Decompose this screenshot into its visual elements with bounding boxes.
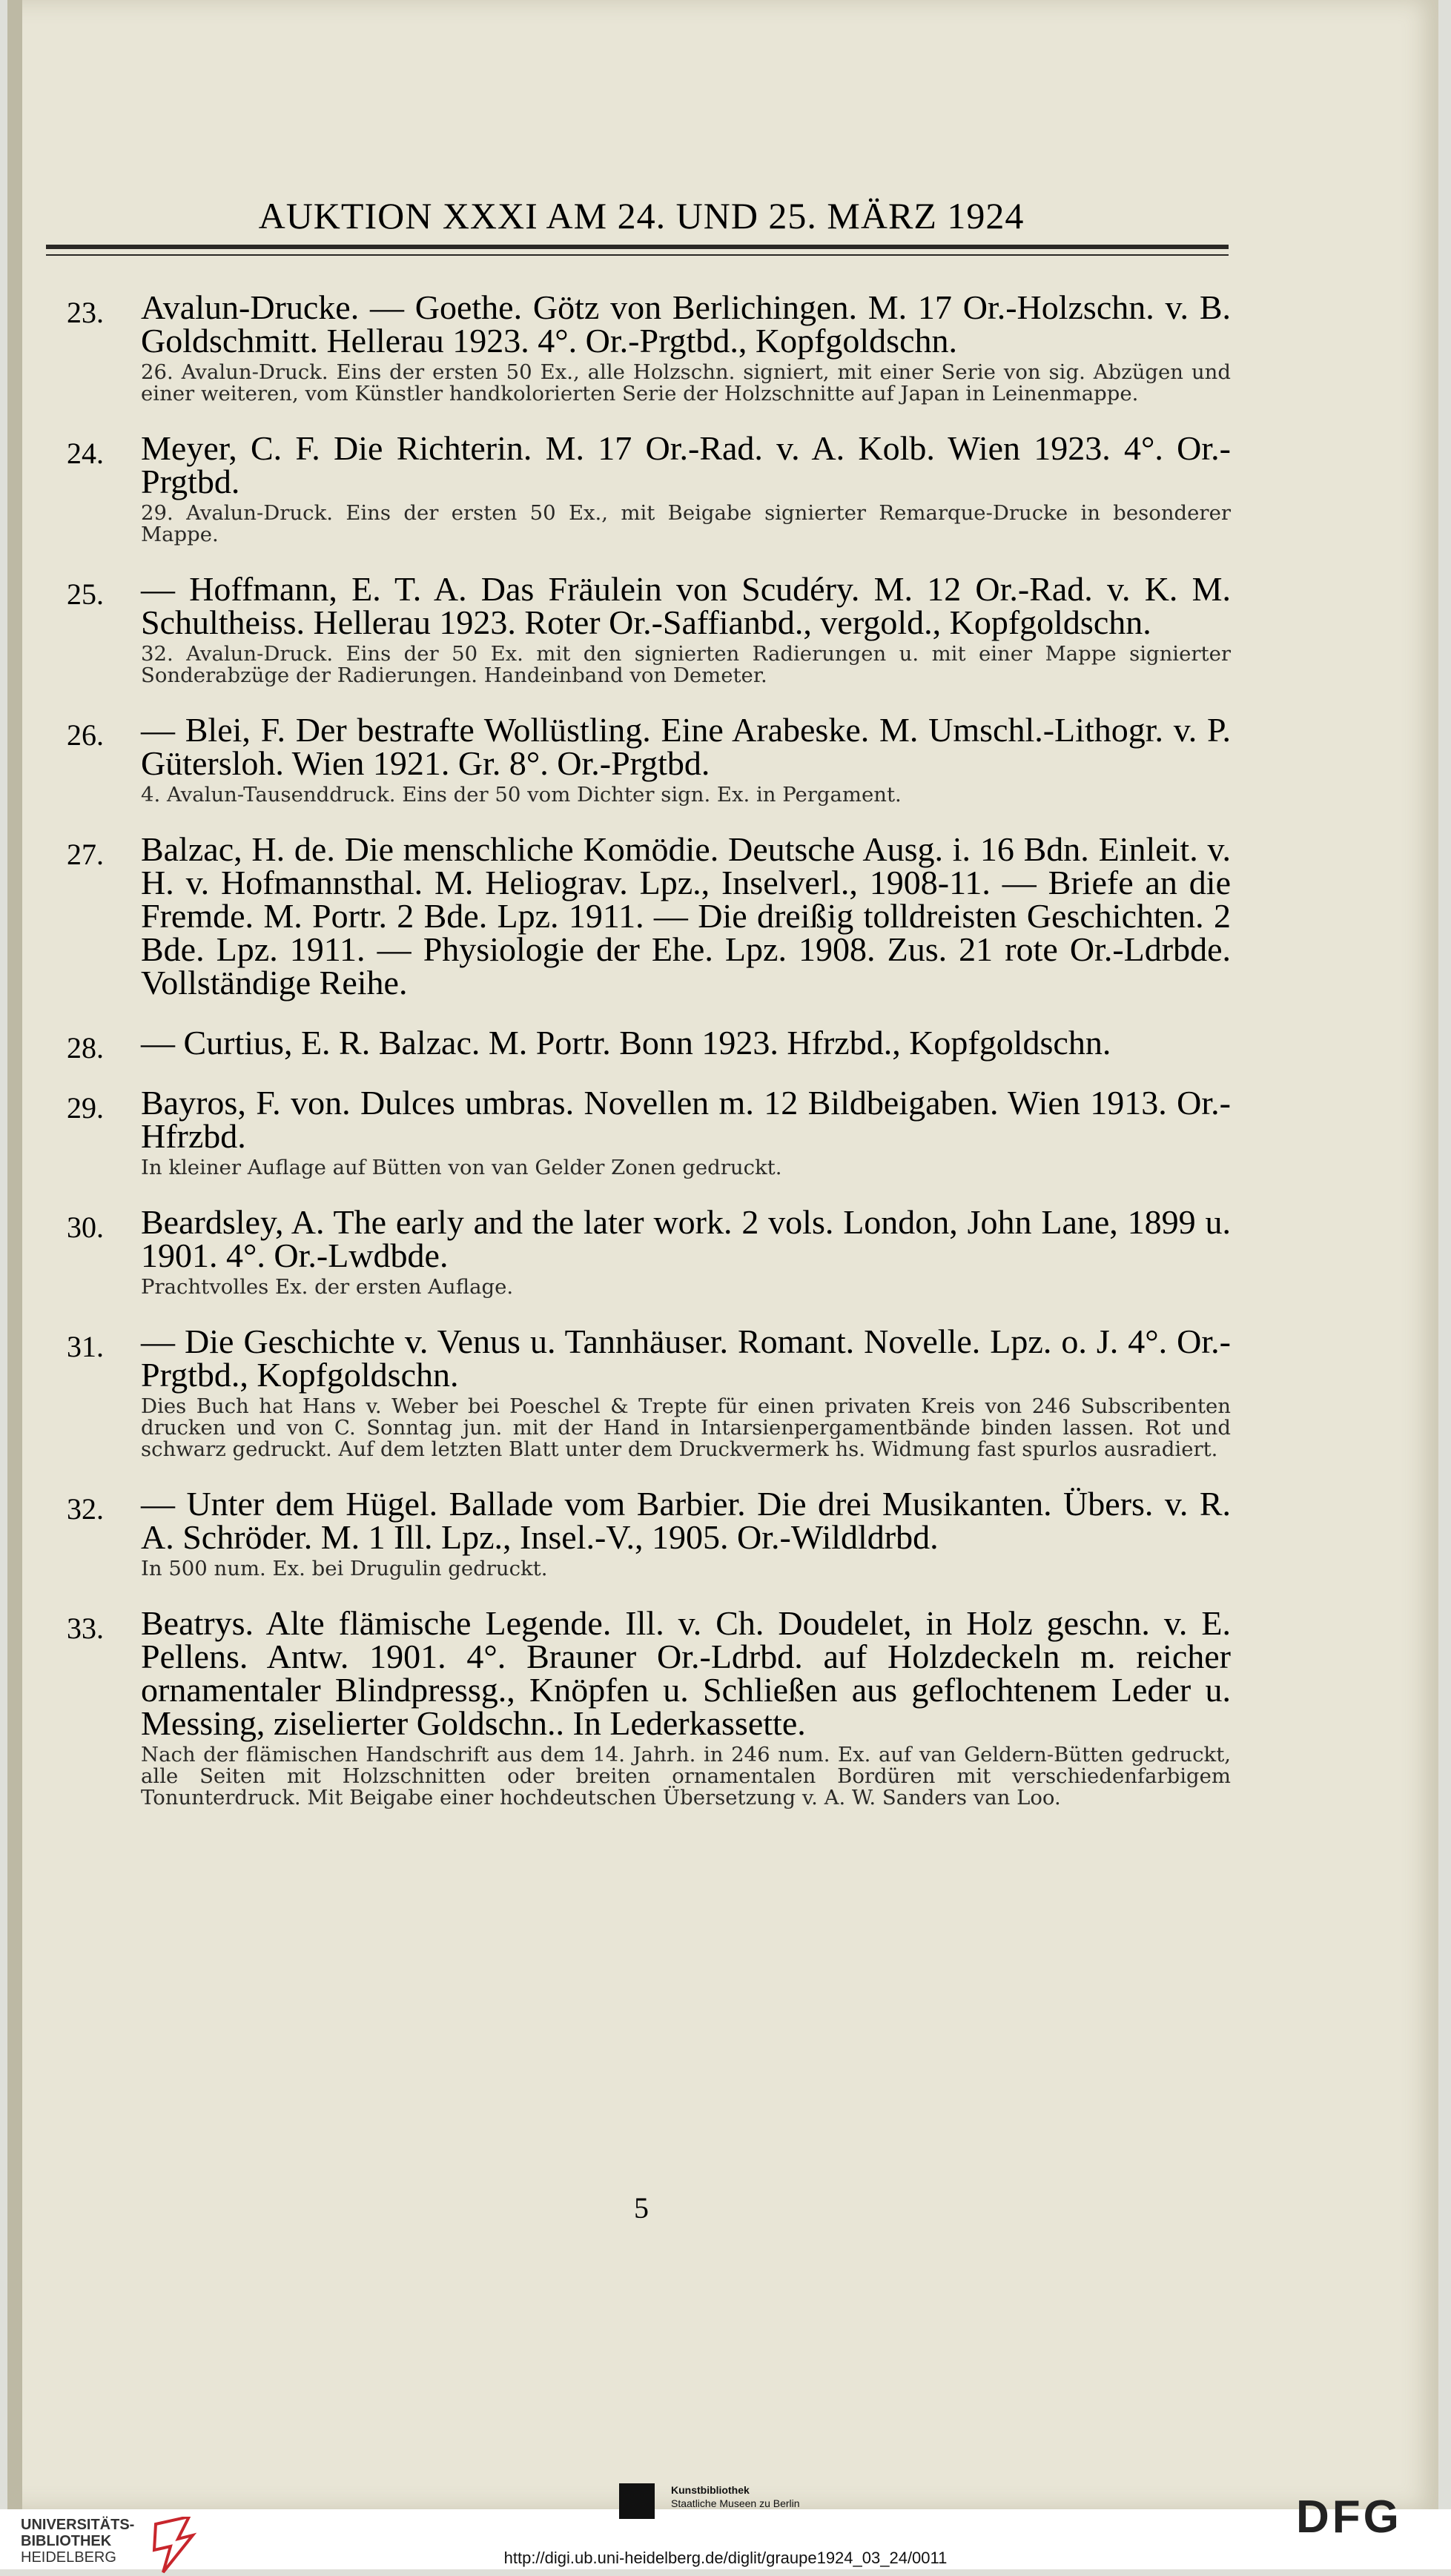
catalog-entry: [44, 1606, 1231, 1809]
entry-note: 32. Avalun-Druck. Eins der 50 Ex. mit den signierten Radierungen u. mit einer Mappe signierter Sonderabzüge der Radierungen. Handeinband von Demeter.: [141, 642, 1231, 687]
entry-number: 28.: [67, 1031, 104, 1064]
page-number: 5: [634, 2191, 649, 2225]
entry-text: Meyer, C. F. Die Richterin. M. 17 Or.-Rad. v. A. Kolb. Wien 1923. 4°. Or.-Prgtbd.: [141, 429, 1231, 500]
entry-number: 25.: [67, 577, 104, 611]
dfg-logo[interactable]: DFG: [1296, 2491, 1402, 2543]
kb-name: Kunstbibliothek: [671, 2484, 750, 2496]
entry-number: 32.: [67, 1492, 104, 1526]
entry-text: — Hoffmann, E. T. A. Das Fräulein von Scudéry. M. 12 Or.-Rad. v. K. M. Schultheiss. Hellerau 1923. Roter Or.-Saffianbd., vergold., Kopfgoldschn.: [141, 570, 1231, 641]
catalog-entries: [44, 288, 1231, 1835]
ub-logo-line: BIBLIOTHEK: [21, 2533, 112, 2549]
entry-text: Balzac, H. de. Die menschliche Komödie. Deutsche Ausg. i. 16 Bdn. Einleit. v. H. v. Hofmannsthal. M. Heliograv. Lpz., Inselverl., 1908-11. — Briefe an die Fremde. M. Portr. 2 Bde. Lpz. 1911. — Die dreißig tolldreisten Geschichten. 2 Bde. Lpz. 1911. — Physiologie der Ehe. Lpz. 1908. Zus. 21 rote Or.-Ldrbde. Vollständige Reihe.: [141, 830, 1231, 1001]
entry-note: Prachtvolles Ex. der ersten Auflage.: [141, 1275, 514, 1299]
entry-number: 33.: [67, 1612, 104, 1645]
entry-text: — Unter dem Hügel. Ballade vom Barbier. Die drei Musikanten. Übers. v. R. A. Schröder. M. 1 Ill. Lpz., Insel.-V., 1905. Or.-Wildldrbd.: [141, 1485, 1231, 1556]
running-head: AUKTION XXXI AM 24. UND 25. MÄRZ 1924: [258, 195, 1025, 236]
entry-number: 30.: [67, 1211, 104, 1244]
catalog-entry: [44, 288, 1231, 405]
ub-logo-line: HEIDELBERG: [21, 2549, 116, 2566]
kunstbibliothek-logo-icon: [619, 2483, 655, 2519]
catalog-entry: [44, 1322, 1231, 1461]
entry-text: Avalun-Drucke. — Goethe. Götz von Berlichingen. M. 17 Or.-Holzschn. v. B. Goldschmitt. Hellerau 1923. 4°. Or.-Prgtbd., Kopfgoldschn.: [141, 288, 1231, 360]
catalog-entry: [44, 572, 1231, 686]
entry-number: 29.: [67, 1091, 104, 1125]
entry-note: 4. Avalun-Tausenddruck. Eins der 50 vom Dichter sign. Ex. in Pergament.: [141, 783, 902, 807]
entry-number: 24.: [67, 437, 104, 470]
entry-number: 26.: [67, 718, 104, 752]
catalog-entry: [44, 832, 1231, 999]
page-spine-shadow: [7, 0, 22, 2509]
catalog-entry: [44, 1205, 1231, 1298]
entry-number: 27.: [67, 838, 104, 871]
entry-text: — Curtius, E. R. Balzac. M. Portr. Bonn 1923. Hfrzbd., Kopfgoldschn.: [141, 1024, 1111, 1062]
ub-logo-line: UNIVERSITÄTS-: [21, 2517, 135, 2533]
entry-note: 26. Avalun-Druck. Eins der ersten 50 Ex., alle Holzschn. signiert, mit einer Serie von sig. Abzügen und einer weiteren, vom Künstler handkolorierten Serie der Holzschnitte auf Japan in Leinenmappe.: [141, 360, 1231, 405]
entry-text: Beardsley, A. The early and the later work. 2 vols. London, John Lane, 1899 u. 1901. 4°. Or.-Lwdbde.: [141, 1203, 1231, 1274]
entry-note: 29. Avalun-Druck. Eins der ersten 50 Ex., mit Beigabe signierter Remarque-Drucke in besonderer Mappe.: [141, 501, 1231, 546]
catalog-entry: [44, 1086, 1231, 1179]
entry-note: In kleiner Auflage auf Bütten von van Gelder Zonen gedruckt.: [141, 1156, 782, 1179]
kunstbibliothek-logo-text[interactable]: [671, 2483, 800, 2510]
catalog-entry: [44, 431, 1231, 546]
entry-number: 23.: [67, 296, 104, 329]
entry-text: — Die Geschichte v. Venus u. Tannhäuser. Romant. Novelle. Lpz. o. J. 4°. Or.-Prgtbd., Kopfgoldschn.: [141, 1322, 1231, 1394]
catalog-entry: [44, 1487, 1231, 1580]
header-rule-thin: [46, 254, 1229, 256]
entry-note: Dies Buch hat Hans v. Weber bei Poeschel & Trepte für einen privaten Kreis von 246 Subscribenten drucken und von C. Sonntag jun. mit der Hand in Intarsienpergamentbände binden lassen. Rot und schwarz gedruckt. Auf dem letzten Blatt unter dem Druckvermerk hs. Widmung fast spurlos ausradiert.: [141, 1394, 1231, 1461]
entry-note: Nach der flämischen Handschrift aus dem 14. Jahrh. in 246 num. Ex. auf van Geldern-Bütten gedruckt, alle Seiten mit Holzschnitten oder breiten ornamentalen Bordüren mit verschiedenfarbigem Tonunterdruck. Mit Beigabe einer hochdeutschen Übersetzung v. A. W. Sanders van Loo.: [141, 1743, 1231, 1810]
entry-text: — Blei, F. Der bestrafte Wollüstling. Eine Arabeske. M. Umschl.-Lithogr. v. P. Gütersloh. Wien 1921. Gr. 8°. Or.-Prgtbd.: [141, 711, 1231, 782]
catalog-entry: [44, 713, 1231, 806]
entry-note: In 500 num. Ex. bei Drugulin gedruckt.: [141, 1557, 548, 1580]
kb-subtitle: Staatliche Museen zu Berlin: [671, 2497, 800, 2509]
source-url-link[interactable]: http://digi.ub.uni-heidelberg.de/diglit/graupe1924_03_24/0011: [503, 2549, 948, 2567]
entry-text: Bayros, F. von. Dulces umbras. Novellen m. 12 Bildbeigaben. Wien 1913. Or.-Hfrzbd.: [141, 1084, 1231, 1155]
entry-text: Beatrys. Alte flämische Legende. Ill. v. Ch. Doudelet, in Holz geschn. v. E. Pellens. Antw. 1901. 4°. Brauner Or.-Ldrbd. auf Holzdeckeln m. reicher ornamentaler Blindpressg., Knöpfen u. Schließen aus geflochtenem Leder u. Messing, ziselierter Goldschn.. In Lederkassette.: [141, 1604, 1231, 1742]
catalog-entry: [44, 1024, 1231, 1064]
header-rule-thick: [46, 245, 1229, 249]
entry-number: 31.: [67, 1330, 104, 1363]
